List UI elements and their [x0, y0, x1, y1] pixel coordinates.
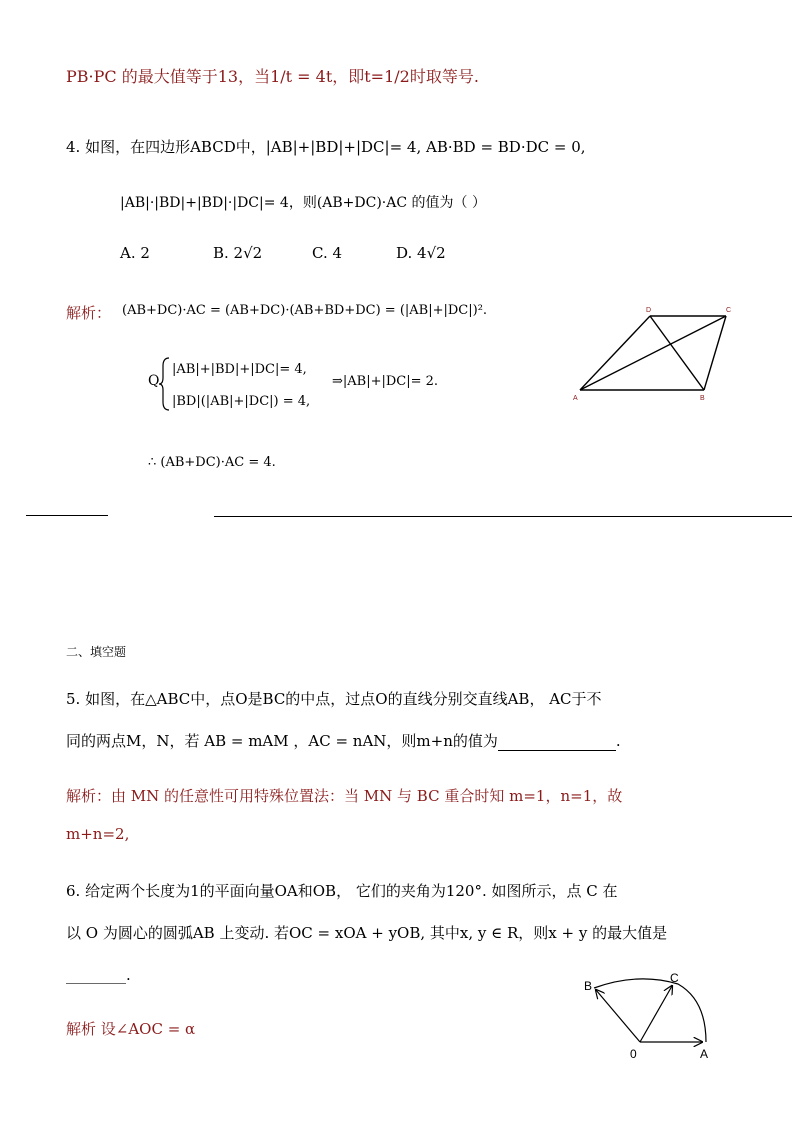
q5-line2-text: 同的两点M，N，若 AB = mAM ，AC = nAN，则m+n的值为	[66, 732, 498, 750]
q4-edge-bc	[704, 316, 726, 390]
q5-line1: 5. 如图，在△ABC中，点O是BC的中点，过点O的直线分别交直线AB， AC于不	[66, 690, 602, 708]
q6-vector-oc	[640, 986, 672, 1042]
q4-label-d: D	[646, 307, 652, 314]
q4-label-a: A	[573, 395, 578, 402]
q6-line1: 6. 给定两个长度为1的平面向量OA和OB， 它们的夹角为120°. 如图所示，点 C 在	[66, 882, 618, 900]
q4-option-d: D. 4√2	[396, 244, 446, 262]
q4-option-c: C. 4	[312, 244, 343, 262]
q4-label-c: C	[726, 307, 732, 314]
q6-label-a: A	[700, 1047, 709, 1061]
q6-solution: 解析 设∠AOC = α	[66, 1020, 196, 1038]
q6-arc-ab	[594, 979, 706, 1042]
top-continuation-line: PB·PC 的最大值等于13，当1/t = 4t，即t=1/2时取等号.	[66, 67, 479, 86]
q6-line3: ________.	[66, 966, 131, 984]
q4-diagonal-ac	[580, 316, 726, 390]
q6-label-c: C	[670, 971, 679, 985]
q6-label-o: 0	[630, 1047, 637, 1061]
q5-answer-blank	[498, 734, 616, 751]
q5-solution-line2: m+n=2,	[66, 825, 130, 843]
q6-vector-ob	[596, 990, 640, 1042]
q4-option-b: B. 2√2	[213, 244, 263, 262]
q4-edge-da	[580, 316, 650, 390]
q4-solution-label: 解析：	[66, 304, 112, 322]
separator-left	[26, 515, 108, 516]
q4-because-symbol: Q	[148, 373, 160, 389]
q4-brace	[159, 356, 171, 412]
q4-brace-line2: |BD|(|AB|+|DC|) = 4,	[172, 394, 311, 409]
q4-figure	[570, 302, 740, 402]
q4-stem-line1: 4. 如图，在四边形ABCD中，|AB|+|BD|+|DC|= 4, AB·BD = BD·DC = 0,	[66, 138, 586, 156]
section-title: 二、填空题	[66, 645, 127, 659]
separator-right	[214, 516, 792, 517]
q4-solution-line1: (AB+DC)·AC = (AB+DC)·(AB+BD+DC) = (|AB|+|DC|)².	[122, 303, 488, 318]
q4-diagonal-bd	[650, 316, 704, 390]
q4-brace-line1: |AB|+|BD|+|DC|= 4,	[172, 362, 307, 377]
q6-line2: 以 O 为圆心的圆弧AB 上变动. 若OC = xOA + yOB, 其中x, y ∈ R，则x + y 的最大值是	[66, 924, 668, 942]
q5-line2	[66, 730, 621, 751]
q4-solution-final: ∴ (AB+DC)·AC = 4.	[148, 455, 276, 470]
q5-line2-suffix: .	[615, 732, 621, 750]
q4-option-a: A. 2	[120, 244, 150, 262]
q6-label-b: B	[584, 979, 593, 993]
q4-stem-line2: |AB|·|BD|+|BD|·|DC|= 4，则(AB+DC)·AC 的值为（ ）	[120, 195, 486, 211]
q4-label-b: B	[700, 395, 705, 402]
q6-figure	[578, 970, 728, 1065]
q5-solution-line1: 解析：由 MN 的任意性可用特殊位置法：当 MN 与 BC 重合时知 m=1，n=1，故	[66, 787, 623, 805]
q4-brace-result: ⇒|AB|+|DC|= 2.	[332, 374, 439, 389]
